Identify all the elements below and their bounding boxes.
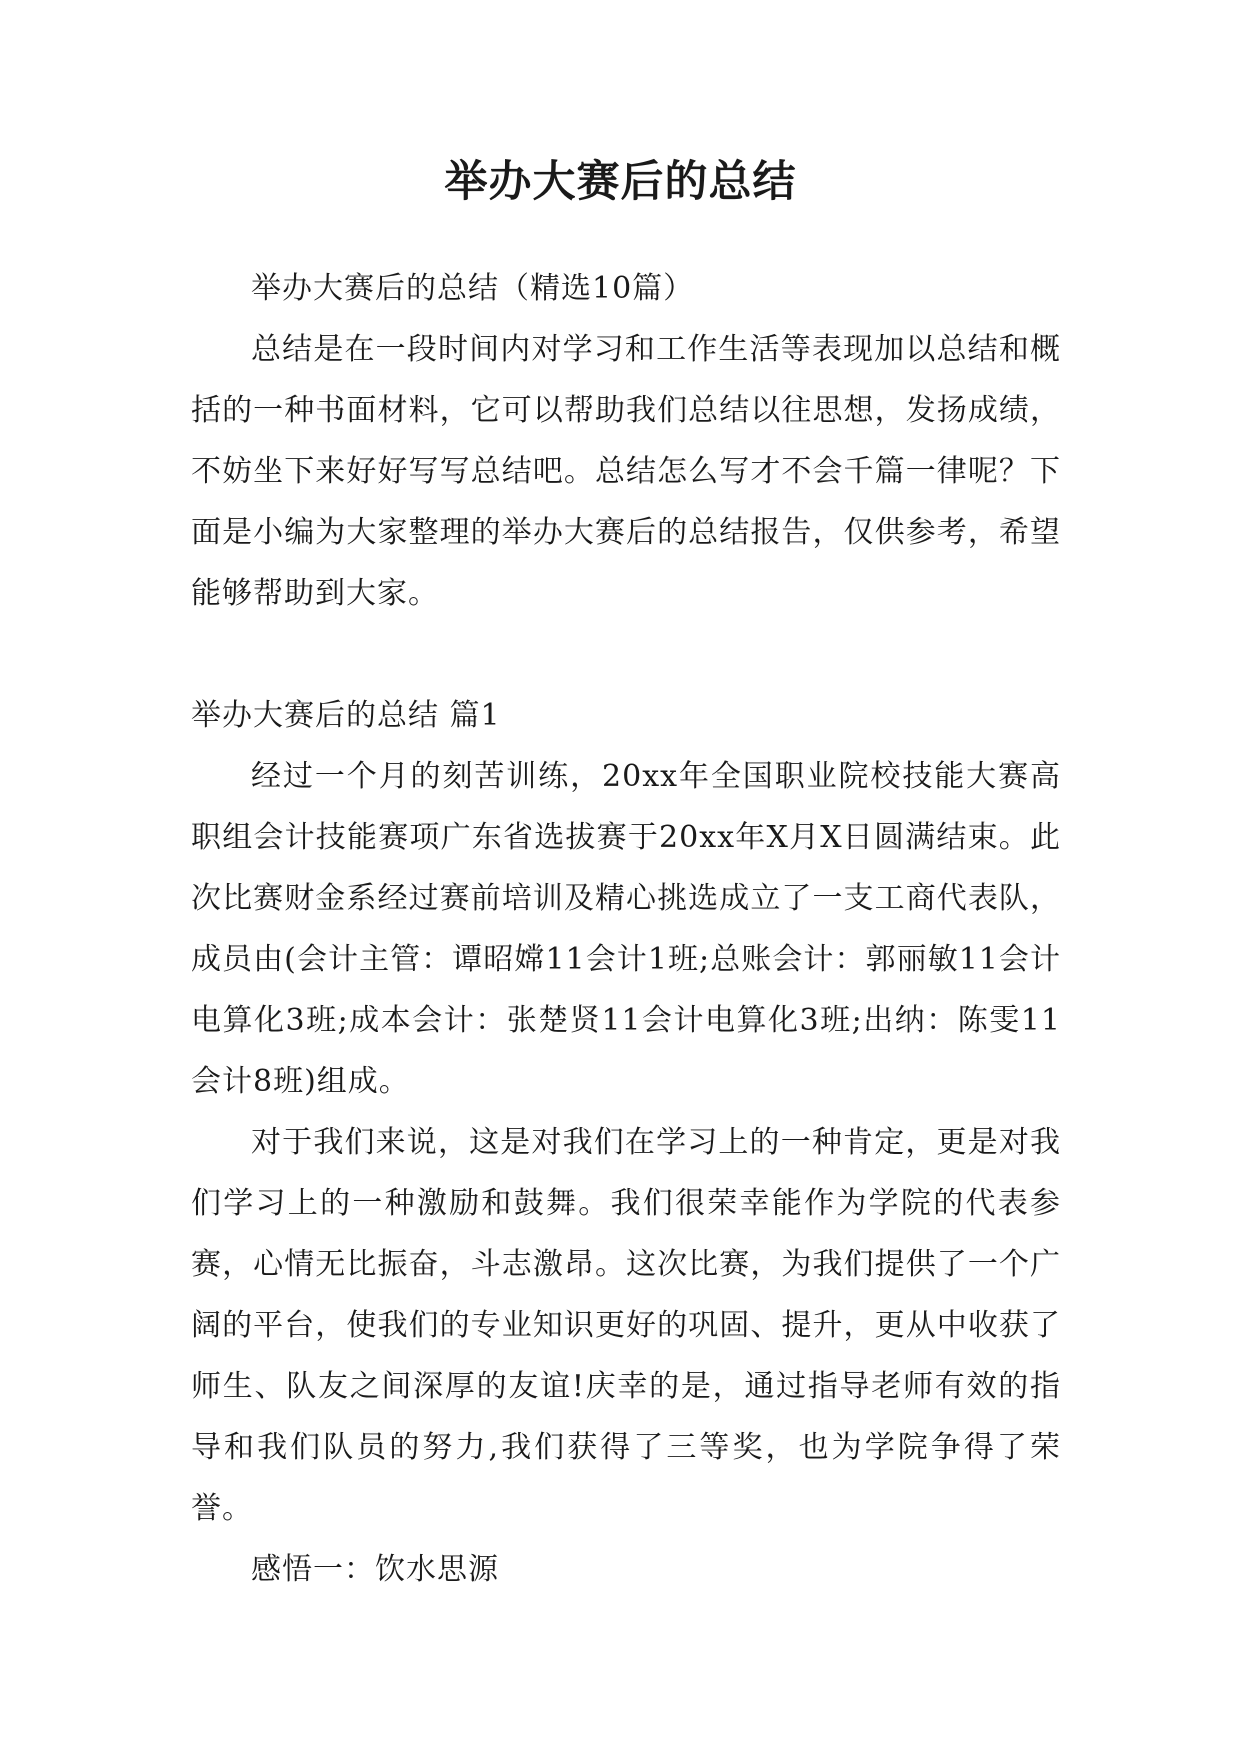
section-paragraph-2: 对于我们来说，这是对我们在学习上的一种肯定，更是对我们学习上的一种激励和鼓舞。我们很荣幸能作为学院的代表参赛，心情无比振奋，斗志激昂。这次比赛，为我们提供了一个广阔的平台，使我们的专业知识更好的巩固、提升，更从中收获了师生、队友之间深厚的友谊!庆幸的是，通过指导老师有效的指导和我们队员的努力,我们获得了三等奖，也为学院争得了荣誉。 [191, 1125, 1061, 1526]
section-paragraph-3: 感悟一：饮水思源 [251, 1552, 499, 1587]
document-subtitle: 举办大赛后的总结（精选10篇） [251, 271, 695, 306]
intro-paragraph: 总结是在一段时间内对学习和工作生活等表现加以总结和概括的一种书面材料，它可以帮助我们总结以往思想，发扬成绩，不妨坐下来好好写写总结吧。总结怎么写才不会千篇一律呢？下面是小编为大家整理的举办大赛后的总结报告，仅供参考，希望能够帮助到大家。 [191, 332, 1061, 611]
section-heading: 举办大赛后的总结 篇1 [191, 698, 501, 733]
section-paragraph-1: 经过一个月的刻苦训练，20xx年全国职业院校技能大赛高职组会计技能赛项广东省选拔赛于20xx年X月X日圆满结束。此次比赛财金系经过赛前培训及精心挑选成立了一支工商代表队，成员由(会计主管：谭昭嫦11会计1班;总账会计：郭丽敏11会计电算化3班;成本会计：张楚贤11会计电算化3班;出纳：陈雯11会计8班)组成。 [191, 759, 1061, 1099]
document-body [191, 258, 1061, 1600]
document-title: 举办大赛后的总结 [444, 157, 797, 207]
paragraph-gap [191, 624, 1061, 685]
